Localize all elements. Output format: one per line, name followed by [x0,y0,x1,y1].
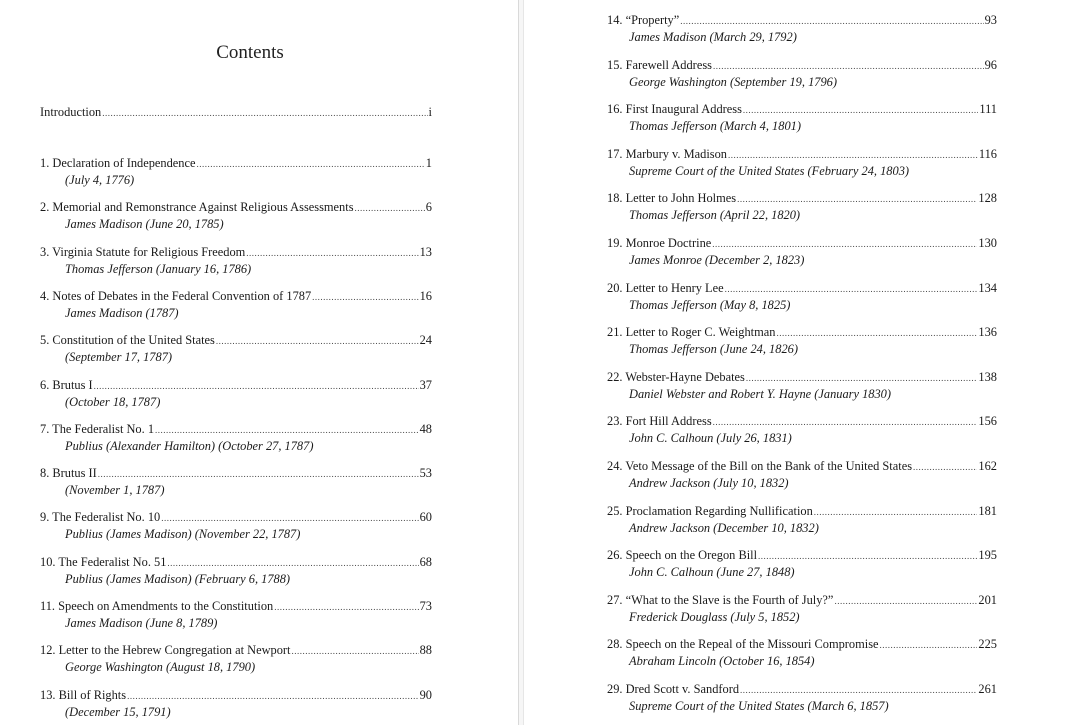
dot-leader [740,682,977,698]
toc-entry-page: 128 [978,191,997,206]
toc-entry-attribution: (October 18, 1787) [65,394,161,409]
toc-entry-page: 68 [419,554,432,569]
toc-entry-page: 13 [419,244,432,259]
dot-leader [713,58,984,74]
dot-leader [355,200,425,216]
toc-entry[interactable] [607,12,997,45]
toc-entry-page: 195 [978,548,997,563]
dot-leader [712,236,977,252]
toc-entry-title: 18. Letter to John Holmes [607,191,737,206]
dot-leader [216,333,419,349]
dot-leader [127,688,419,704]
toc-entry-title: 17. Marbury v. Madison [607,146,727,161]
toc-entry-page: 156 [978,414,997,429]
dot-leader [743,102,978,118]
toc-entry[interactable] [40,288,432,321]
dot-leader [197,156,425,172]
toc-entry-title: 12. Letter to the Hebrew Congregation at Newport [40,643,291,658]
toc-entry-page: 53 [419,466,432,481]
toc-entry[interactable] [607,681,997,714]
toc-entry-title: 29. Dred Scott v. Sandford [607,682,740,696]
dot-leader [758,548,977,564]
toc-entry-attribution: Thomas Jefferson (January 16, 1786) [65,261,252,276]
toc-entry-introduction[interactable] [40,104,432,121]
toc-entry-title: 4. Notes of Debates in the Federal Convention of 1787 [40,288,312,303]
toc-entry[interactable] [40,155,432,188]
dot-leader [312,289,418,305]
toc-entry[interactable] [40,642,432,675]
toc-entry-attribution: (September 17, 1787) [65,350,173,365]
toc-entry-page: 37 [419,377,432,392]
toc-entry-title: 16. First Inaugural Address [607,102,742,117]
toc-entry-title: 11. Speech on Amendments to the Constitution [40,599,274,613]
toc-entry-attribution: James Madison (June 20, 1785) [65,217,224,232]
dot-leader [167,555,418,571]
toc-entry-attribution: Andrew Jackson (July 10, 1832) [629,476,789,490]
toc-entry[interactable] [607,369,997,402]
dot-leader [161,510,418,526]
dot-leader [746,370,978,386]
toc-entry-attribution: Thomas Jefferson (April 22, 1820) [629,208,801,223]
toc-entry[interactable] [607,146,997,179]
toc-entry[interactable] [607,636,997,669]
toc-entry[interactable] [40,509,432,542]
toc-entry-title: 10. The Federalist No. 51 [40,554,167,569]
toc-entry[interactable] [607,324,997,357]
toc-entry[interactable] [607,458,997,491]
toc-entry-title: 27. “What to the Slave is the Fourth of July?” [607,592,834,607]
toc-entry-page: 201 [978,592,997,607]
toc-entry-page: 162 [978,459,997,473]
toc-entry-attribution: Daniel Webster and Robert Y. Hayne (January 1830) [629,386,892,401]
toc-entry[interactable] [40,199,432,232]
toc-entry-attribution: Andrew Jackson (December 10, 1832) [629,520,819,535]
toc-entry[interactable] [607,592,997,625]
dot-leader [814,504,978,520]
toc-entry[interactable] [607,503,997,536]
toc-entry[interactable] [607,547,997,580]
toc-entry-title: 5. Constitution of the United States [40,333,215,348]
toc-entry-page: 181 [978,503,997,518]
toc-entry[interactable] [607,57,997,90]
toc-entry-page: 138 [978,369,997,384]
toc-entry-attribution: George Washington (August 18, 1790) [65,660,256,675]
dot-leader [880,637,978,653]
toc-entry-page: 225 [978,637,997,652]
toc-entry-title: 6. Brutus I [40,377,93,392]
dot-leader [680,13,983,29]
toc-entry-attribution: James Madison (1787) [65,305,179,320]
toc-entry-page: 111 [979,102,997,117]
toc-entry-attribution: Publius (James Madison) (February 6, 1788) [65,571,291,586]
dot-leader [246,245,418,261]
dot-leader [98,466,419,482]
toc-entry-title: 19. Monroe Doctrine [607,236,712,250]
toc-entry-page: 60 [419,510,432,525]
toc-entry-attribution: Thomas Jefferson (May 8, 1825) [629,297,791,312]
toc-entry[interactable] [607,235,997,268]
toc-entry-attribution: Supreme Court of the United States (March 6, 1857) [629,699,889,713]
dot-leader [713,414,978,430]
contents-heading: Contents [216,42,284,63]
toc-entry-page: 136 [978,325,997,340]
toc-entry-attribution: Thomas Jefferson (March 4, 1801) [629,119,801,134]
toc-entry-title: 13. Bill of Rights [40,687,127,702]
toc-entry-attribution: Abraham Lincoln (October 16, 1854) [629,654,815,669]
toc-entry-title: 25. Proclamation Regarding Nullification [607,503,813,518]
toc-entry-title: Introduction [40,105,102,119]
toc-entry-attribution: Thomas Jefferson (June 24, 1826) [629,342,798,357]
toc-entry[interactable] [40,554,432,587]
toc-entry-attribution: John C. Calhoun (July 26, 1831) [629,431,792,446]
toc-entry-title: 15. Farewell Address [607,57,712,72]
toc-entry-page: 1 [425,156,432,170]
toc-entry-title: 20. Letter to Henry Lee [607,280,724,295]
toc-entry-attribution: (November 1, 1787) [65,483,165,498]
toc-entry[interactable] [607,413,997,446]
toc-entry-page: 24 [419,333,432,348]
toc-entry-attribution: (July 4, 1776) [65,173,135,187]
dot-leader [913,459,977,475]
toc-entry-page: 48 [419,421,432,436]
toc-entry-page: 90 [419,687,432,702]
toc-entry-title: 8. Brutus II [40,466,97,481]
dot-leader [94,378,419,394]
toc-entry-page: 96 [984,57,997,72]
toc-entry[interactable] [40,421,432,454]
toc-entry-page: 134 [978,280,997,295]
dot-leader [274,599,418,615]
dot-leader [776,325,977,341]
toc-entry-page: 130 [978,236,997,250]
dot-leader [102,105,427,121]
toc-entry-attribution: James Madison (June 8, 1789) [65,616,218,630]
toc-entry-title: 26. Speech on the Oregon Bill [607,548,758,563]
toc-entry-title: 3. Virginia Statute for Religious Freedom [40,244,246,259]
toc-entry[interactable] [40,465,432,498]
toc-entry-attribution: Supreme Court of the United States (February 24, 1803) [629,163,910,178]
dot-leader [728,147,978,163]
toc-entry-page: i [428,105,432,119]
dot-leader [725,281,978,297]
toc-entry-page: 16 [419,288,432,303]
dot-leader [834,593,977,609]
toc-entry-page: 73 [419,599,432,613]
toc-entry-title: 7. The Federalist No. 1 [40,421,155,436]
toc-entry-attribution: James Madison (March 29, 1792) [629,30,797,44]
toc-entry[interactable] [607,190,997,223]
toc-entry[interactable] [607,101,997,134]
toc-entry-page: 88 [419,643,432,658]
toc-entry-title: 14. “Property” [607,13,680,27]
toc-entry[interactable] [607,280,997,313]
toc-entry-title: 24. Veto Message of the Bill on the Bank of the United States [607,459,913,473]
toc-entry-title: 2. Memorial and Remonstrance Against Religious Assessments [40,200,354,215]
toc-entry-attribution: James Monroe (December 2, 1823) [629,253,805,267]
dot-leader [737,191,977,207]
toc-entry-page: 116 [978,146,997,161]
toc-entry-title: 22. Webster-Hayne Debates [607,369,745,384]
toc-entry-attribution: Frederick Douglass (July 5, 1852) [629,609,800,624]
toc-entry-page: 6 [425,200,432,215]
toc-entry[interactable] [40,598,432,631]
toc-entry-page: 261 [978,682,997,696]
toc-entry-title: 21. Letter to Roger C. Weightman [607,325,776,340]
dot-leader [155,422,419,438]
toc-entry[interactable] [40,244,432,277]
toc-entry[interactable] [40,377,432,410]
toc-entry-page: 93 [984,13,997,27]
toc-entry[interactable] [40,687,432,720]
toc-entry-title: 9. The Federalist No. 10 [40,510,161,525]
toc-entry-attribution: (December 15, 1791) [65,704,171,719]
toc-entry-attribution: Publius (James Madison) (November 22, 1787) [65,527,301,542]
toc-entry-attribution: John C. Calhoun (June 27, 1848) [629,565,795,580]
dot-leader [292,643,419,659]
toc-entry[interactable] [40,332,432,365]
toc-entry-attribution: George Washington (September 19, 1796) [629,74,837,89]
toc-entry-title: 1. Declaration of Independence [40,156,196,170]
toc-entry-title: 23. Fort Hill Address [607,414,712,429]
toc-entry-title: 28. Speech on the Repeal of the Missouri Compromise [607,637,879,652]
toc-entry-attribution: Publius (Alexander Hamilton) (October 27, 1787) [65,438,314,453]
